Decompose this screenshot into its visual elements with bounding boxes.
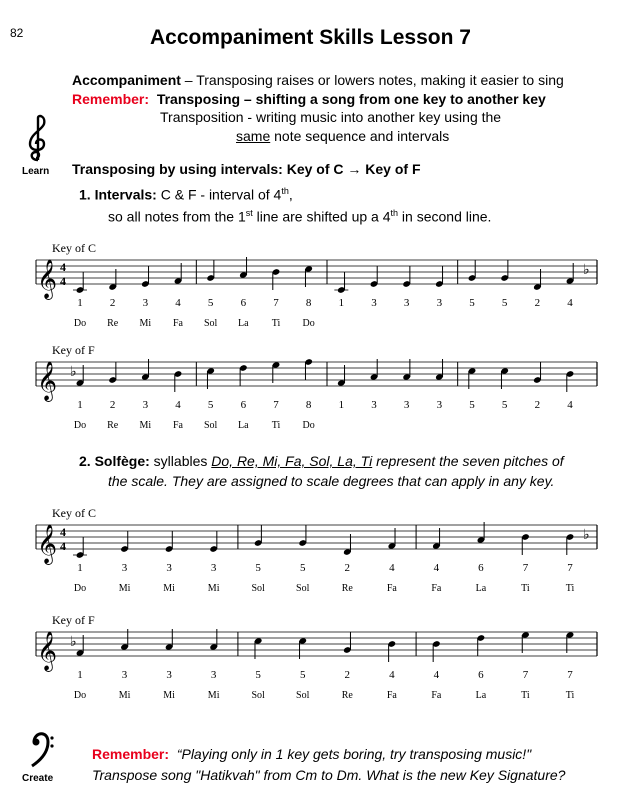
solfege-syllable: Re	[341, 583, 353, 594]
bass-clef-icon	[28, 728, 54, 770]
scale-degree: 3	[371, 399, 377, 411]
solfege-syllable: Do	[302, 420, 315, 431]
end-key-flat: ♭	[583, 528, 590, 543]
solfege-line-1	[79, 453, 564, 469]
scale-degree: 3	[142, 399, 149, 411]
solfege-syllable: Re	[107, 420, 119, 431]
end-key-flat: ♭	[583, 263, 590, 278]
solfege-syllable: Sol	[203, 420, 218, 431]
scale-degree: 4	[433, 669, 440, 681]
scale-degree: 5	[207, 399, 214, 411]
same-word: same	[236, 128, 271, 144]
scale-degree: 5	[299, 669, 306, 681]
intervals-line-1	[79, 186, 293, 203]
solfege-syllable: Ti	[521, 690, 530, 701]
scale-degree: 5	[255, 669, 261, 681]
create-icon-label: Create	[22, 773, 54, 784]
treble-clef-symbol: 𝄞	[37, 261, 58, 298]
scale-degree: 3	[210, 669, 217, 681]
music-staff-key-of-f-2	[0, 612, 618, 707]
solfege-syllable: Sol	[251, 583, 265, 594]
staff-key-label: Key of C	[52, 241, 96, 255]
transposition-line-2	[236, 128, 449, 144]
time-signature-bottom: 4	[60, 539, 66, 553]
solfege-syllable: Ti	[271, 318, 281, 329]
scale-degree: 6	[240, 297, 247, 309]
scale-degree: 6	[240, 399, 247, 411]
scale-degree: 3	[403, 399, 410, 411]
scale-degree: 7	[273, 399, 279, 411]
transposition-line-2-text: note sequence and intervals	[270, 128, 450, 144]
time-signature-bottom: 4	[60, 274, 66, 288]
solfege-syllable: Mi	[139, 318, 152, 329]
solfege-text-a: syllables	[149, 453, 212, 469]
music-staff-key-of-c-1	[0, 240, 618, 335]
solfege-syllable: Re	[341, 690, 353, 701]
scale-degree: 5	[207, 297, 214, 309]
solfege-syllable: Do	[73, 583, 87, 594]
intervals-sup-th2: th	[390, 208, 399, 218]
scale-degree: 4	[389, 562, 395, 574]
solfege-syllable: La	[475, 583, 487, 594]
solfege-text-b: represent the seven pitches of	[372, 453, 564, 469]
scale-degree: 5	[501, 297, 508, 309]
scale-degree: 4	[175, 399, 181, 411]
scale-degree: 5	[501, 399, 508, 411]
section-heading: Transposing by using intervals: Key of C → Key of F	[72, 161, 421, 177]
scale-degree: 2	[534, 399, 541, 411]
scale-degree: 4	[175, 297, 181, 309]
scale-degree: 4	[433, 562, 440, 574]
intervals-line1-end: ,	[288, 186, 293, 203]
scale-degree: 2	[534, 297, 541, 309]
scale-degree: 7	[567, 562, 573, 574]
key-signature-flat: ♭	[70, 635, 77, 650]
intervals-label: 1. Intervals:	[79, 186, 157, 203]
music-staff-key-of-c-2	[0, 505, 618, 600]
intervals-line-2	[108, 208, 491, 225]
scale-degree: 6	[478, 669, 484, 681]
scale-degree: 5	[469, 399, 475, 411]
key-signature-flat: ♭	[70, 365, 77, 380]
treble-clef-symbol: 𝄞	[37, 363, 58, 400]
scale-degree: 3	[121, 562, 128, 574]
remember-label: Remember:	[72, 91, 150, 107]
scale-degree: 6	[478, 562, 484, 574]
solfege-syllable: Sol	[296, 690, 310, 701]
solfege-syllable: La	[238, 318, 249, 329]
scale-degree: 4	[567, 297, 573, 309]
solfege-syllable: La	[475, 690, 487, 701]
scale-degree: 1	[77, 562, 83, 574]
scale-degree: 1	[77, 297, 83, 309]
scale-degree: 2	[109, 297, 116, 309]
solfege-syllable: Ti	[521, 583, 530, 594]
solfege-syllable: La	[238, 420, 249, 431]
solfege-syllable: Mi	[118, 583, 131, 594]
staff-key-label: Key of C	[52, 506, 96, 520]
solfege-syllable: Fa	[386, 583, 397, 594]
scale-degree: 8	[305, 399, 312, 411]
scale-degree: 2	[344, 562, 351, 574]
solfege-syllable: Do	[73, 318, 87, 329]
solfege-line-2: the scale. They are assigned to scale degrees that can apply in any key.	[108, 473, 555, 489]
scale-degree: 5	[299, 562, 306, 574]
scale-degree: 7	[567, 669, 573, 681]
remember-line	[72, 91, 546, 107]
solfege-syllable: Do	[73, 420, 87, 431]
accompaniment-line	[72, 72, 564, 88]
solfege-syllable: Mi	[163, 583, 175, 594]
solfege-syllable: Fa	[173, 318, 183, 329]
scale-degree: 5	[469, 297, 475, 309]
solfege-syllables: Do, Re, Mi, Fa, Sol, La, Ti	[211, 453, 373, 469]
scale-degree: 1	[338, 399, 345, 411]
treble-clef-icon	[24, 114, 52, 164]
intervals-line2-a: so all notes from the 1	[108, 208, 246, 225]
solfege-syllable: Do	[73, 690, 87, 701]
solfege-label: 2. Solfège:	[79, 453, 150, 469]
scale-degree: 3	[436, 297, 443, 309]
solfege-syllable: Fa	[386, 690, 397, 701]
solfege-syllable: Mi	[118, 690, 131, 701]
intervals-line2-b: line are shifted up a 4	[252, 208, 391, 225]
scale-degree: 2	[109, 399, 116, 411]
intervals-sup-st: st	[245, 208, 253, 218]
scale-degree: 3	[166, 562, 172, 574]
solfege-syllable: Sol	[296, 583, 310, 594]
intervals-sup-th: th	[281, 186, 289, 196]
treble-clef-symbol: 𝄞	[37, 633, 58, 670]
intervals-line2-c: in second line.	[398, 208, 492, 225]
closing-line-2: Transpose song "Hatikvah" from Cm to Dm. What is the new Key Signature?	[92, 767, 566, 783]
accompaniment-label: Accompaniment	[72, 72, 181, 88]
page-number: 82	[10, 26, 24, 40]
scale-degree: 7	[522, 562, 529, 574]
solfege-syllable: Mi	[163, 690, 175, 701]
intervals-line1-text: C & F - interval of 4	[156, 186, 282, 203]
solfege-syllable: Mi	[207, 583, 220, 594]
scale-degree: 3	[142, 297, 149, 309]
scale-degree: 3	[166, 669, 172, 681]
scale-degree: 3	[436, 399, 443, 411]
solfege-syllable: Ti	[565, 690, 575, 701]
scale-degree: 3	[403, 297, 410, 309]
staff-key-label: Key of F	[52, 343, 95, 357]
solfege-syllable: Ti	[271, 420, 281, 431]
scale-degree: 1	[338, 297, 345, 309]
solfege-syllable: Sol	[251, 690, 265, 701]
scale-degree: 3	[121, 669, 128, 681]
staff-key-label: Key of F	[52, 613, 95, 627]
remember-text: Transposing – shifting a song from one key to another key	[156, 91, 546, 107]
scale-degree: 8	[305, 297, 312, 309]
accompaniment-text: – Transposing raises or lowers notes, making it easier to sing	[180, 72, 564, 88]
closing-remember-label: Remember:	[92, 746, 170, 762]
solfege-syllable: Fa	[431, 583, 442, 594]
time-signature-top: 4	[60, 260, 66, 274]
scale-degree: 2	[344, 669, 351, 681]
scale-degree: 3	[371, 297, 377, 309]
time-signature-top: 4	[60, 525, 66, 539]
treble-clef-symbol: 𝄞	[37, 526, 58, 563]
solfege-syllable: Fa	[173, 420, 183, 431]
scale-degree: 5	[255, 562, 261, 574]
scale-degree: 1	[77, 669, 83, 681]
scale-degree: 4	[389, 669, 395, 681]
music-staff-key-of-f-1	[0, 342, 618, 437]
page-title: Accompaniment Skills Lesson 7	[150, 26, 471, 49]
scale-degree: 7	[522, 669, 529, 681]
learn-icon-label: Learn	[22, 166, 50, 177]
solfege-syllable: Mi	[207, 690, 220, 701]
transposition-line-1: Transposition - writing music into another key using the	[160, 109, 502, 125]
solfege-syllable: Ti	[565, 583, 575, 594]
scale-degree: 3	[210, 562, 217, 574]
solfege-syllable: Do	[302, 318, 315, 329]
solfege-syllable: Re	[107, 318, 119, 329]
solfege-syllable: Mi	[139, 420, 152, 431]
solfege-syllable: Fa	[431, 690, 442, 701]
scale-degree: 1	[77, 399, 83, 411]
scale-degree: 4	[567, 399, 573, 411]
closing-quote: “Playing only in 1 key gets boring, try transposing music!"	[176, 746, 532, 762]
closing-line-1	[92, 746, 531, 762]
scale-degree: 7	[273, 297, 279, 309]
solfege-syllable: Sol	[203, 318, 218, 329]
